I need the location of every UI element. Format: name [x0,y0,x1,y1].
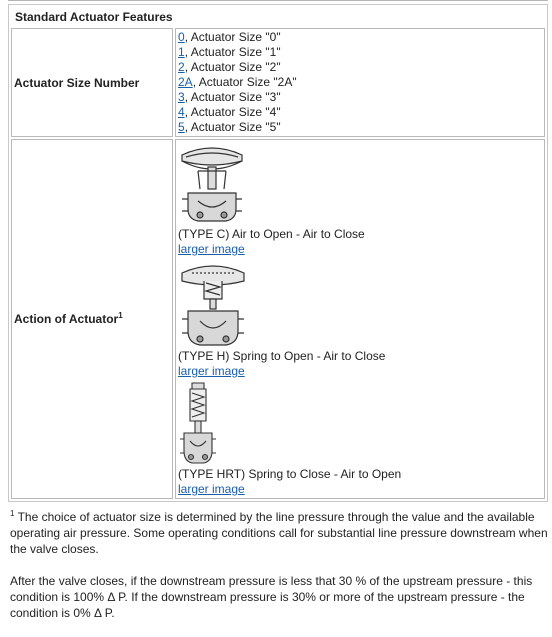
type-hrt-larger-image-link[interactable]: larger image [178,482,245,496]
table-title: Standard Actuator Features [11,7,545,26]
size-link-3[interactable]: 3 [178,90,185,104]
top-divider [8,0,548,1]
action-cell [175,139,545,499]
type-hrt-caption: (TYPE HRT) Spring to Close - Air to Open [178,467,402,481]
size-row-label: Actuator Size Number [11,28,173,137]
action-row-label: Action of Actuator$^1$ [11,139,173,499]
action-row [11,139,545,499]
delta-p-note: After the valve closes, if the downstream pressure is less that 30 % of the upstream pressure - this condition is 100% Δ P. If the downstream pressure is 30% or more of the upstream pressure - the condition is 0% Δ P. [10,574,533,620]
footnotes [8,509,548,621]
size-option-2a: 2A, Actuator Size "2A" [178,75,297,89]
actuator-features-table [8,4,548,502]
size-link-1[interactable]: 1 [178,45,185,59]
size-link-5[interactable]: 5 [178,120,185,134]
size-link-2a[interactable]: 2A [178,75,193,89]
footnote-1: $^1$ The choice of actuator size is determined by the line pressure through the value and the available operating air pressure. Some operating conditions call for substantial line pressure downstream when the valve closes. [10,509,548,556]
type-h-larger-image-link[interactable]: larger image [178,364,245,378]
footnote-marker: 1 [118,311,123,320]
type-hrt-actuator-image[interactable] [178,381,218,467]
size-option-4: 4, Actuator Size "4" [178,105,281,119]
size-link-2[interactable]: 2 [178,60,185,74]
size-options-cell [175,28,545,137]
size-option-0: 0, Actuator Size "0" [178,30,281,44]
size-option-3: 3, Actuator Size "3" [178,90,281,104]
type-c-actuator-image[interactable] [178,143,246,227]
size-option-1: 1, Actuator Size "1" [178,45,281,59]
type-h-actuator-image[interactable] [178,259,248,349]
size-option-2: 2, Actuator Size "2" [178,60,281,74]
size-link-4[interactable]: 4 [178,105,185,119]
footnote-1-marker: 1 [10,509,15,518]
type-c-caption: (TYPE C) Air to Open - Air to Close [178,227,365,241]
type-h-caption: (TYPE H) Spring to Open - Air to Close [178,349,386,363]
size-link-0[interactable]: 0 [178,30,185,44]
type-c-larger-image-link[interactable]: larger image [178,242,245,256]
size-row [11,28,545,137]
features-section [8,0,548,637]
size-option-5: 5, Actuator Size "5" [178,120,281,134]
